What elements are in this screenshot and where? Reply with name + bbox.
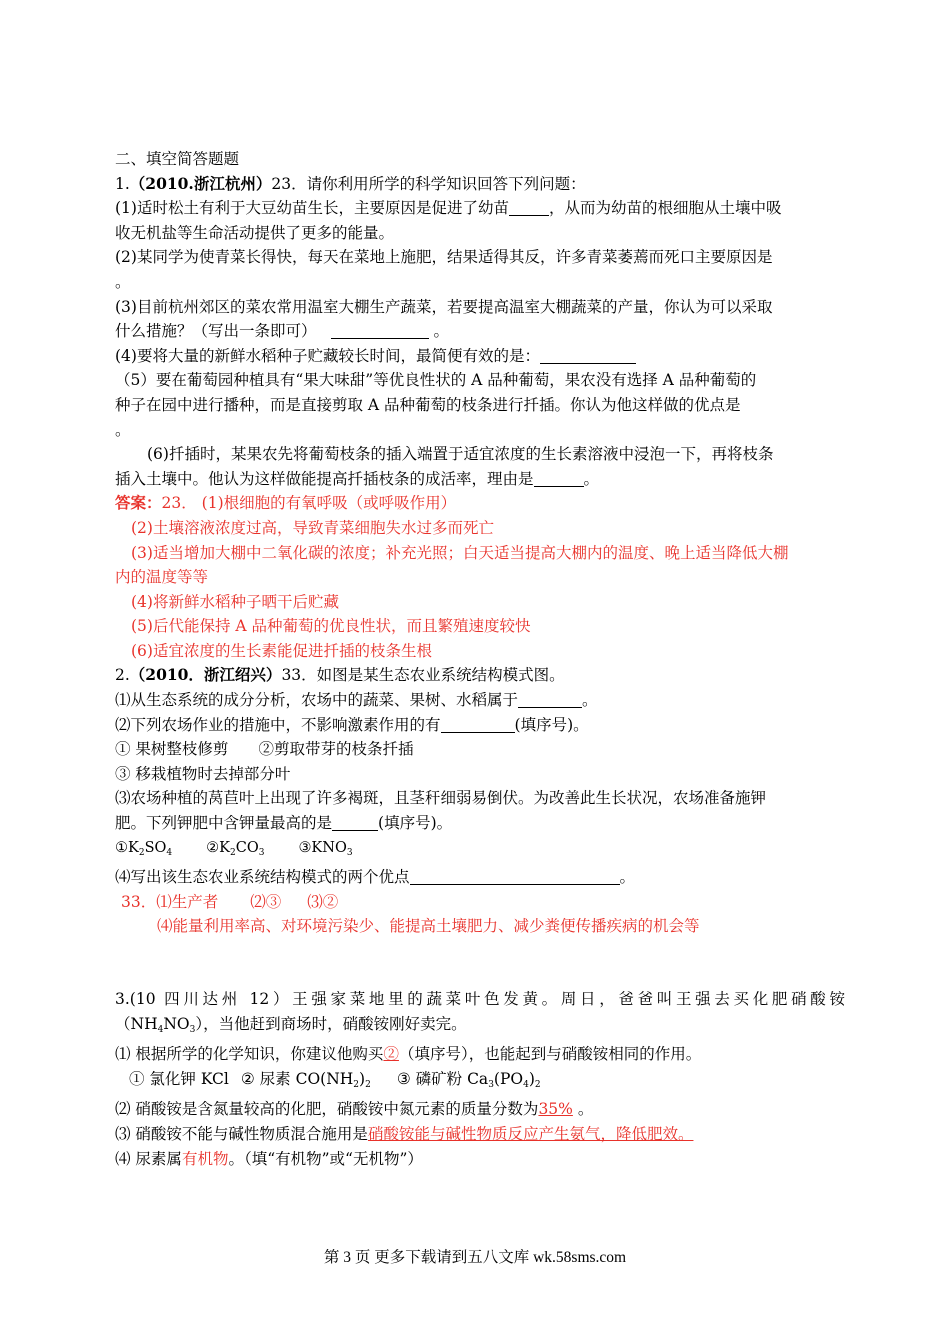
q1-part3-line2 [115,319,845,344]
q3-line2: $(NH_4NO_3)$，当他赶到商场时，硝酸铵刚好卖完。 [115,1014,467,1035]
q1-part6-end: 。 [583,469,600,488]
q1-part1-line1 [115,196,845,221]
q2-answer-2: ⑵③ [250,892,282,911]
q1-part1-text: (1)适时松土有利于大豆幼苗生长，主要原因是促进了幼苗 [115,199,509,218]
q1-part3-blank [331,322,429,339]
q2-part2-text: ⑵下列农场作业的措施中，不影响激素作用的有 [115,715,441,734]
q2-options-row1 [115,737,845,762]
q3-part1-text: ⑴ 根据所学的化学知识，你建议他购买 [115,1045,384,1064]
q3-part1-text-b: （填序号），也能起到与硝酸铵相同的作用。 [398,1045,702,1064]
q2-answer-1: 33．⑴生产者 [121,892,219,911]
q1-part4-text: (4)要将大量的新鲜水稻种子贮藏较长时间，最简便有效的是： [115,346,540,365]
q1-part6-line2 [115,467,845,492]
q3-part4-text: ⑷ 尿素属 [115,1149,182,1168]
q2-number: 2. [115,666,130,685]
q1-answer-1: 23． (1)根细胞的有氧呼吸（或呼吸作用） [161,494,457,513]
q1-part1-text-b: ，从而为幼苗的根细胞从土壤中吸 [548,199,782,218]
q3-part2-answer: 35% [538,1100,573,1119]
q2-part3-text: 肥。下列钾肥中含钾量最高的是 [115,814,333,833]
section-title: 二、填空简答题题 [115,150,240,168]
document-page [115,147,845,1171]
q2-answer-4: ⑷能量利用率高、对环境污染少、能提高土壤肥力、减少粪便传播疾病的机会等 [157,917,700,936]
q1-part1-blank [509,199,549,216]
q2-formulas [115,836,845,866]
q1-part6-text: 插入土壤中。他认为这样做能提高扦插枝条的成活率，理由是 [115,469,534,488]
q2-part1-text: ⑴从生态系统的成分分析，农场中的蔬菜、果树、水稻属于 [115,691,519,710]
q1-part3-end: 。 [428,322,449,341]
q3-part2-end: 。 [572,1100,594,1119]
q3-part2 [115,1097,845,1122]
q3-options [115,1067,845,1098]
q1-part4-line [115,344,845,369]
q2-answer-3: ⑶② [307,892,339,911]
q3-part4-end: 。（填“有机物”或“无机物”） [228,1149,423,1168]
q1-source: （2010.浙江杭州） [129,173,272,193]
q2-part2-end: (填序号)。 [514,715,589,734]
q1-part5-line1: （5）要在葡萄园种植具有“果大味甜”等优良性状的 A 品种葡萄，果农没有选择 A 品种葡萄的 [115,371,757,390]
q2-part4-end: 。 [619,868,636,887]
q2-intro [115,663,845,688]
q2-part2-blank [441,715,515,732]
q3-part1-answer: ② [383,1045,399,1064]
q1-answer-4: (4)将新鲜水稻种子晒干后贮藏 [131,592,339,611]
q1-answer-line1 [115,491,845,516]
q1-part6-line1: (6)扦插时，某果农先将葡萄枝条的插入端置于适宜浓度的生长素溶液中浸泡一下，再将枝条 [147,445,774,464]
formula-k2co3: $②K_2CO_3$ [206,839,265,858]
q1-part1-line2: 收无机盐等生命活动提供了更多的能量。 [115,223,395,242]
q2-answer-row [115,890,845,915]
q2-option-2: ②剪取带芽的枝条扦插 [258,740,414,759]
q2-part1-end: 。 [582,691,598,710]
q1-answer-3a: (3)适当增加大棚中二氧化碳的浓度；补充光照；白天适当提高大棚内的温度、晚上适当降低大棚 [131,543,789,562]
q1-intro-text: 23．请你利用所学的科学知识回答下列问题： [271,174,586,193]
q1-part6-blank [534,470,584,487]
q3-part4-answer: 有机物 [181,1149,229,1168]
q1-answer-6: (6)适宜浓度的生长素能促进扦插的枝条生根 [131,641,432,660]
q2-part2 [115,713,845,738]
q2-part4-blank [410,868,620,885]
q3-part3-text: ⑶ 硝酸铵不能与碱性物质混合施用是 [115,1124,368,1143]
q3-part1 [115,1042,845,1067]
q3-part3 [115,1122,845,1147]
q2-part4-text: ⑷写出该生态农业系统结构模式的两个优点 [115,868,410,887]
q1-part5-line3: 。 [115,420,131,439]
q1-part5-line2: 种子在园中进行播种，而是直接剪取 A 品种葡萄的枝条进行扦插。你认为他这样做的优点是 [115,395,741,414]
q3-option-1: ① 氯化钾 KCl [129,1069,229,1088]
page-footer: 第 3 页 更多下载请到五八文库 wk.58sms.com [323,1249,627,1266]
q2-part3-blank [332,814,378,831]
q2-part1-blank [518,691,582,708]
q1-part3-line1: (3)目前杭州郊区的菜农常用温室大棚生产蔬菜，若要提高温室大棚蔬菜的产量，你认为可以采取 [115,297,773,316]
q1-answer-3b: 内的温度等等 [115,568,209,587]
q1-number: 1. [115,174,130,193]
q1-part2-line1: (2)某同学为使青菜长得快，每天在菜地上施肥，结果适得其反，许多青菜萎蔫而死口主要原因是 [115,248,773,267]
q2-part3-line2 [115,811,845,836]
q3-line1: 3.(10 四川达州 12）王强家菜地里的蔬菜叶色发黄。周日，爸爸叫王强去买化肥硝酸铵 [115,990,845,1008]
q2-intro-text: 33．如图是某生态农业系统结构模式图。 [281,666,565,685]
q2-source: （2010．浙江绍兴） [129,665,282,685]
q3-part3-answer: 硝酸铵能与碱性物质反应产生氨气，降低肥效。 [367,1124,694,1143]
q1-answer-2: (2)土壤溶液浓度过高，导致青菜细胞失水过多而死亡 [131,518,494,537]
formula-kno3: $③KNO_3$ [298,839,353,858]
q1-part4-blank [540,347,636,364]
q2-part1 [115,688,845,713]
q1-part2-line2: 。 [115,272,131,291]
q1-part3-text: 什么措施？（写出一条即可） [115,322,317,341]
formula-k2so4: $①K_2SO_4$ [115,839,173,858]
answer-label: 答案： [115,493,162,513]
q2-part3-end: (填序号)。 [378,814,453,833]
q2-part3-line1: ⑶农场种植的莴苣叶上出现了许多褐斑，且茎秆细弱易倒伏。为改善此生长状况，农场准备施钾 [115,789,767,808]
q2-option-3: ③ 移栽植物时去掉部分叶 [115,764,291,783]
q3-part4 [115,1147,845,1172]
q1-answer-5: (5)后代能保持 A 品种葡萄的优良性状，而且繁殖速度较快 [131,617,531,636]
q3-option-2: ② 尿素 $CO(NH_2)_2$ [240,1069,371,1090]
q1-intro [115,172,845,197]
q2-option-1: ① 果树整枝修剪 [115,740,229,759]
q2-part4 [115,865,845,890]
q3-part2-text: ⑵ 硝酸铵是含氮量较高的化肥，硝酸铵中氮元素的质量分数为 [115,1100,539,1119]
q3-option-3: ③ 磷矿粉 $Ca_3(PO_4)_2$ [396,1069,541,1090]
